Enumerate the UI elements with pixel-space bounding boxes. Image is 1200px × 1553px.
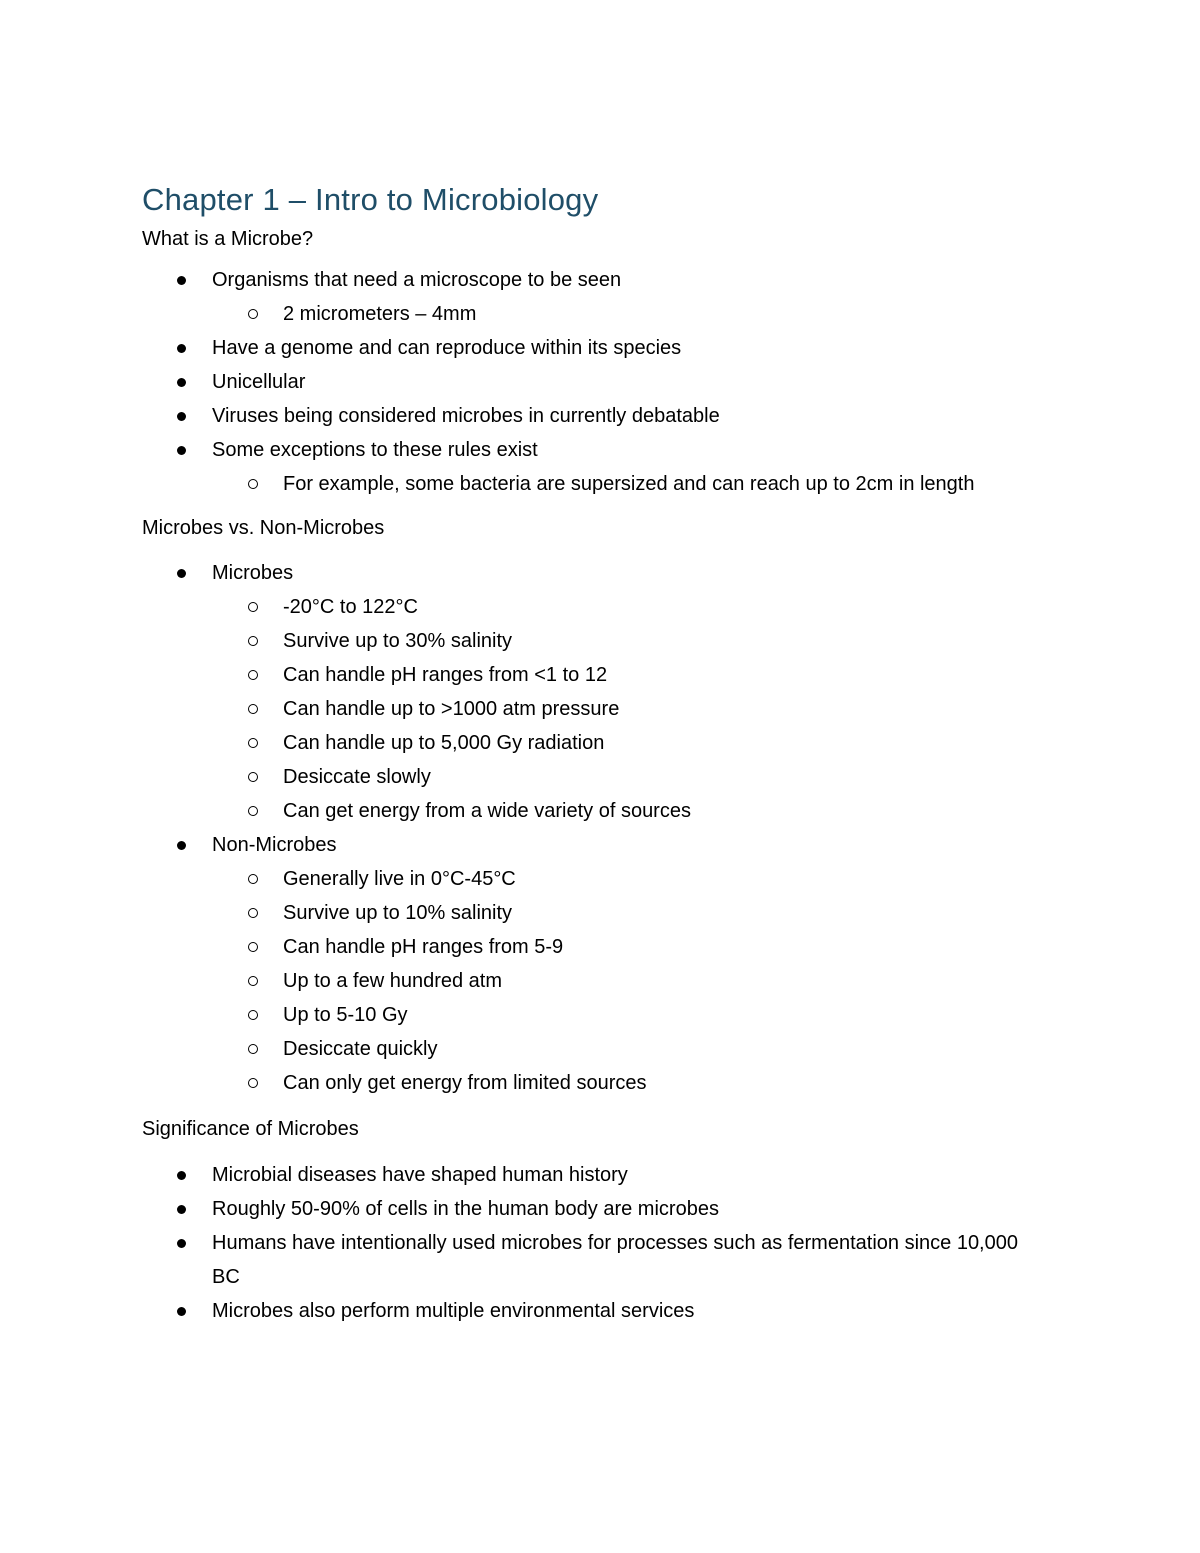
list-item-text: Have a genome and can reproduce within its species [212,337,682,359]
hollow-bullet-icon [248,636,258,646]
sub-list-item-text: Can handle pH ranges from <1 to 12 [283,664,608,686]
hollow-bullet-icon [248,602,258,612]
sub-list-item-text: Desiccate quickly [283,1038,438,1060]
list-item-text: Roughly 50-90% of cells in the human body are microbes [212,1198,719,1220]
filled-bullet-icon [177,1307,186,1316]
sub-list-item [212,1032,1022,1066]
section-heading: What is a Microbe? [142,228,314,250]
sub-list-item-text: Can handle up to 5,000 Gy radiation [283,732,605,754]
list-item-text: Unicellular [212,371,306,393]
sub-list-item [212,760,1022,794]
list-item-text: Organisms that need a microscope to be seen [212,269,622,291]
hollow-bullet-icon [248,1010,258,1020]
sub-list-item [212,1066,1022,1100]
page-title: Chapter 1 – Intro to Microbiology [142,182,599,217]
sub-list-item-text: For example, some bacteria are supersized and can reach up to 2cm in length [283,473,975,495]
sub-list-item [212,726,1022,760]
filled-bullet-icon [177,378,186,387]
bullet-list [142,1158,1022,1328]
sub-list-item-text: Desiccate slowly [283,766,431,788]
hollow-bullet-icon [248,908,258,918]
sub-list-item-text: Can handle pH ranges from 5-9 [283,936,564,958]
sub-list-item [212,862,1022,896]
list-item [142,1158,1022,1192]
document-page [142,178,1022,1328]
list-item-text: Non-Microbes [212,834,337,856]
sub-bullet-list [212,862,1022,1100]
section-heading: Significance of Microbes [142,1118,359,1140]
list-item [142,399,1022,433]
sub-list-item [212,964,1022,998]
sub-bullet-list [212,590,1022,828]
sub-list-item-text: Can get energy from a wide variety of sources [283,800,691,822]
sub-list-item-text: Survive up to 30% salinity [283,630,513,652]
filled-bullet-icon [177,569,186,578]
bullet-list [142,556,1022,1100]
list-item [142,433,1022,501]
hollow-bullet-icon [248,772,258,782]
sub-list-item [212,998,1022,1032]
sub-list-item-text: Generally live in 0°C-45°C [283,868,516,890]
list-item-text: Humans have intentionally used microbes for processes such as fermentation since 10,000 BC [212,1232,1018,1288]
hollow-bullet-icon [248,479,258,489]
hollow-bullet-icon [248,1044,258,1054]
filled-bullet-icon [177,412,186,421]
list-item-text: Some exceptions to these rules exist [212,439,538,461]
hollow-bullet-icon [248,942,258,952]
sub-list-item [212,590,1022,624]
sub-list-item [212,930,1022,964]
hollow-bullet-icon [248,976,258,986]
filled-bullet-icon [177,841,186,850]
hollow-bullet-icon [248,806,258,816]
bullet-list [142,263,1022,501]
list-item [142,1226,1022,1294]
filled-bullet-icon [177,1239,186,1248]
filled-bullet-icon [177,446,186,455]
sub-list-item [212,467,1022,501]
list-item-text: Viruses being considered microbes in currently debatable [212,405,720,427]
list-item [142,263,1022,331]
list-item-text: Microbial diseases have shaped human history [212,1164,628,1186]
document-body [142,224,1022,1328]
list-item [142,331,1022,365]
sub-list-item [212,297,1022,331]
hollow-bullet-icon [248,309,258,319]
sub-list-item-text: Up to 5-10 Gy [283,1004,408,1026]
hollow-bullet-icon [248,874,258,884]
hollow-bullet-icon [248,1078,258,1088]
list-item [142,1192,1022,1226]
sub-list-item [212,658,1022,692]
sub-list-item [212,794,1022,828]
hollow-bullet-icon [248,704,258,714]
list-item [142,828,1022,1100]
list-item [142,365,1022,399]
filled-bullet-icon [177,344,186,353]
filled-bullet-icon [177,1205,186,1214]
list-item-text: Microbes also perform multiple environmental services [212,1300,695,1322]
section-heading: Microbes vs. Non-Microbes [142,517,385,539]
list-item [142,1294,1022,1328]
sub-list-item-text: Can only get energy from limited sources [283,1072,647,1094]
sub-list-item-text: -20°C to 122°C [283,596,418,618]
hollow-bullet-icon [248,670,258,680]
sub-list-item [212,624,1022,658]
list-item [142,556,1022,828]
sub-list-item [212,896,1022,930]
sub-list-item [212,692,1022,726]
sub-list-item-text: Up to a few hundred atm [283,970,503,992]
sub-list-item-text: 2 micrometers – 4mm [283,303,477,325]
filled-bullet-icon [177,1171,186,1180]
filled-bullet-icon [177,276,186,285]
sub-list-item-text: Can handle up to >1000 atm pressure [283,698,620,720]
list-item-text: Microbes [212,562,294,584]
sub-bullet-list [212,297,1022,331]
sub-bullet-list [212,467,1022,501]
sub-list-item-text: Survive up to 10% salinity [283,902,513,924]
hollow-bullet-icon [248,738,258,748]
